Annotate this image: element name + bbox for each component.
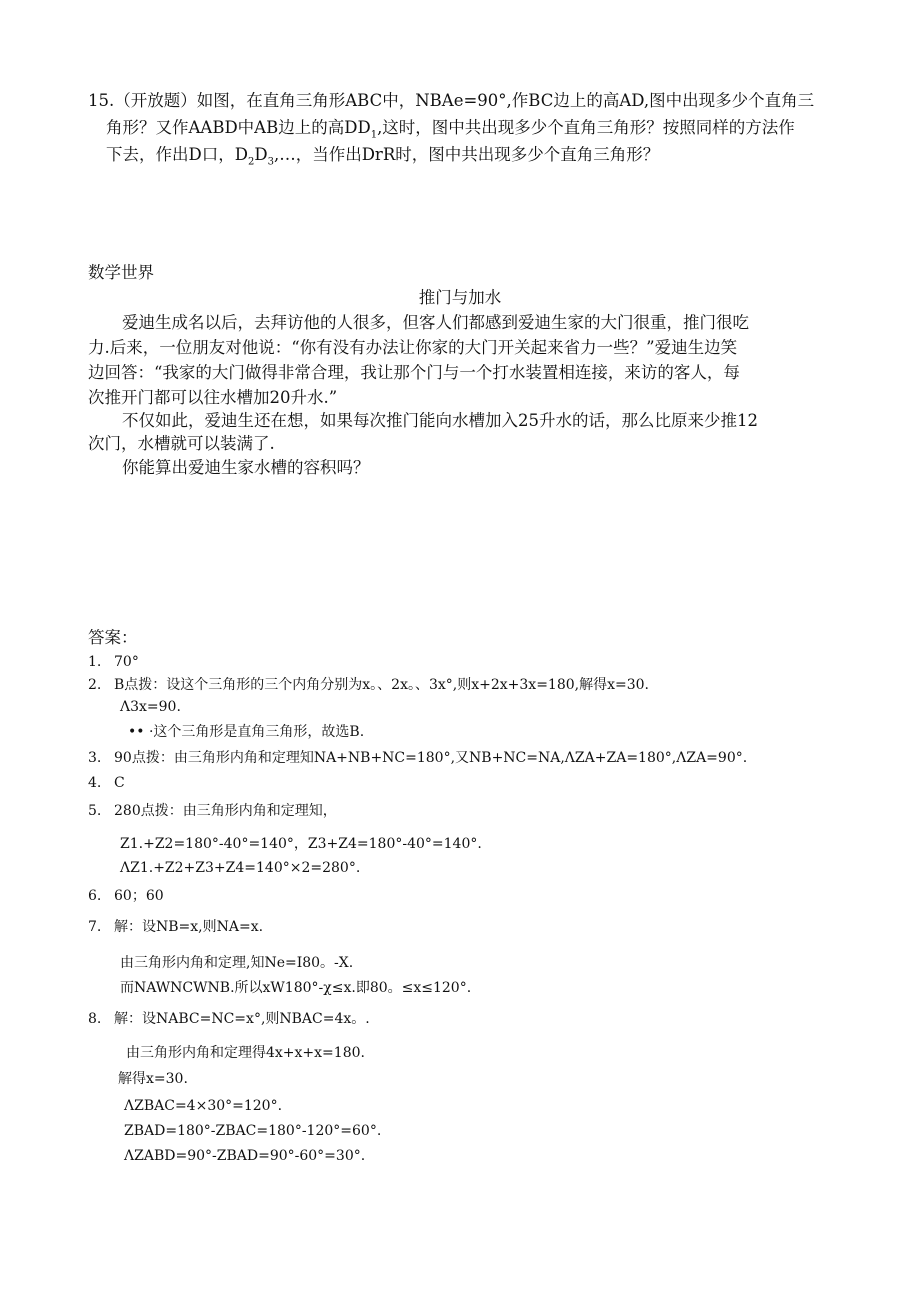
answer-row bbox=[88, 675, 649, 695]
story-p1-line3: 边回答：“我家的大门做得非常合理，我让那个门与一个打水装置相连接，来访的客人，每 bbox=[88, 363, 740, 382]
answer-row bbox=[88, 652, 139, 672]
answer-text: 90点拨：由三角形内角和定理知NA+NB+NC=180°,又NB+NC=NA,ΛZA+ZA=180°,ΛZA=90°. bbox=[114, 750, 748, 766]
answer-text: 由三角形内角和定理得4x+x+x=180. bbox=[126, 1045, 365, 1061]
p15-sub-3: 3 bbox=[267, 156, 274, 168]
answer-text: 60；60 bbox=[114, 888, 164, 904]
answer-row bbox=[118, 1069, 188, 1089]
problem15-line2 bbox=[106, 118, 795, 145]
answer-text: ΛZBAC=4×30°=120°. bbox=[124, 1098, 283, 1114]
answer-row bbox=[124, 1146, 365, 1166]
answer-number: 8. bbox=[88, 1011, 102, 1027]
answer-text: •• ·这个三角形是直角三角形，故选B. bbox=[128, 724, 365, 740]
story-p1-line4: 次推开门都可以往水槽加20升水.” bbox=[88, 388, 338, 407]
answer-row bbox=[124, 1121, 381, 1141]
p15-text-2b: ,这时，图中共出现多少个直角三角形？按照同样的方法作 bbox=[377, 118, 795, 137]
answer-row bbox=[88, 886, 164, 906]
answer-number: 7. bbox=[88, 919, 102, 935]
answer-number: 3. bbox=[88, 750, 102, 766]
answer-row bbox=[128, 722, 364, 742]
p15-sub-1: 1 bbox=[370, 129, 378, 141]
answer-text: 解：设NABC=NC=x°,则NBAC=4x。. bbox=[114, 1011, 370, 1027]
answer-number: 1. bbox=[88, 654, 102, 670]
problem15-line1 bbox=[88, 91, 814, 111]
answer-text: ΛZ1.+Z2+Z3+Z4=140°×2=280°. bbox=[120, 860, 361, 876]
answer-row bbox=[126, 1043, 365, 1063]
answer-text: B点拨：设这个三角形的三个内角分别为x。、2x。、3x°,则x+2x+3x=180,解得x=30. bbox=[114, 677, 649, 693]
story-p1-line1: 爱迪生成名以后，去拜访他的人很多，但客人们都感到爱迪生家的大门很重，推门很吃 bbox=[122, 313, 749, 332]
answer-row bbox=[88, 1009, 370, 1029]
answer-row bbox=[124, 1096, 282, 1116]
answer-number: 5. bbox=[88, 803, 102, 819]
answer-text: 解：设NB=x,则NA=x. bbox=[114, 919, 264, 935]
story-p2-line1: 不仅如此，爱迪生还在想，如果每次推门能向水槽加入25升水的话，那么比原来少推12 bbox=[122, 411, 758, 430]
story-p1-line2: 力.后来，一位朋友对他说：“你有没有办法让你家的大门开关起来省力一些？”爱迪生边笑 bbox=[88, 338, 738, 357]
p15-text-2a: 角形？又作AABD中AB边上的高DD bbox=[106, 118, 371, 137]
answer-row bbox=[120, 953, 353, 973]
answer-row bbox=[88, 748, 747, 768]
answers-heading: 答案： bbox=[88, 628, 138, 647]
answer-row bbox=[88, 773, 125, 793]
p15-sub-2: 2 bbox=[247, 156, 255, 168]
math-world-heading: 数学世界 bbox=[88, 263, 154, 282]
p15-text-3a: 下去，作出D口，D bbox=[106, 145, 248, 164]
answer-text: 解得x=30. bbox=[118, 1071, 188, 1087]
answer-text: Λ3x=90. bbox=[120, 699, 181, 715]
problem15-line3 bbox=[106, 145, 659, 172]
answer-text: 70° bbox=[114, 654, 139, 670]
answer-text: ZBAD=180°-ZBAC=180°-120°=60°. bbox=[124, 1123, 382, 1139]
answer-row bbox=[120, 697, 181, 717]
story-title: 推门与加水 bbox=[418, 288, 502, 307]
answer-number: 4. bbox=[88, 775, 102, 791]
answer-row bbox=[120, 858, 360, 878]
story-p3: 你能算出爱迪生家水槽的容积吗？ bbox=[122, 458, 370, 477]
answer-row bbox=[120, 834, 482, 854]
answer-number: 6. bbox=[88, 888, 102, 904]
answer-text: 由三角形内角和定理,知Ne=I80。-X. bbox=[120, 955, 354, 971]
answer-row bbox=[120, 978, 471, 998]
answer-number: 2. bbox=[88, 677, 102, 693]
p15-text-3b: D bbox=[254, 145, 268, 164]
answer-row bbox=[88, 917, 263, 937]
answer-text: 而NAWNCWNB.所以xW180°-χ≤x.即80。≤x≤120°. bbox=[120, 980, 472, 996]
answer-text: ΛZABD=90°-ZBAD=90°-60°=30°. bbox=[124, 1148, 366, 1164]
answer-text: 280点拨：由三角形内角和定理知， bbox=[114, 803, 337, 819]
answer-text: Z1.+Z2=180°-40°=140°，Z3+Z4=180°-40°=140°. bbox=[120, 836, 482, 852]
p15-text-3c: ,…，当作出DrR时，图中共出现多少个直角三角形？ bbox=[273, 145, 660, 164]
answer-row bbox=[88, 801, 337, 821]
p15-text-1: 15.（开放题）如图，在直角三角形ABC中，NBAe=90°,作BC边上的高AD,图中出现多少个直角三 bbox=[88, 91, 815, 110]
story-p2-line2: 次门，水槽就可以装满了. bbox=[88, 434, 275, 453]
answer-text: C bbox=[114, 775, 125, 791]
